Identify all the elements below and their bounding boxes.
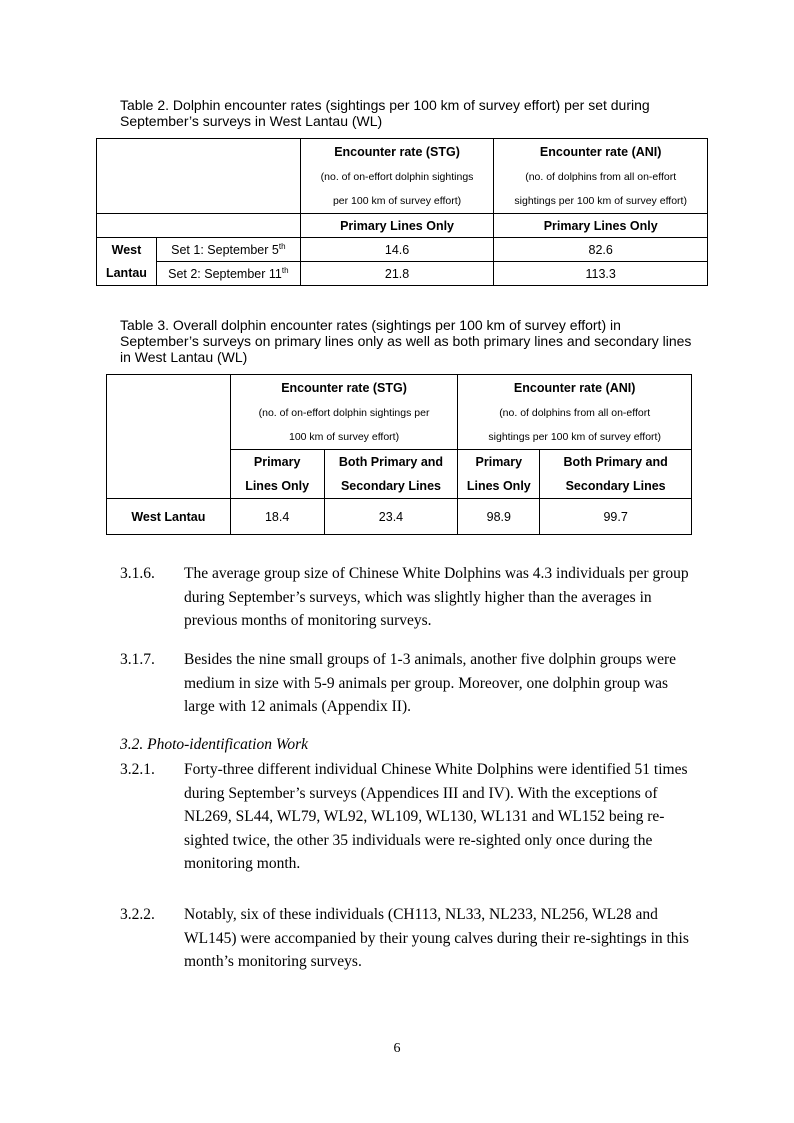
table3-ani-sub2: sightings per 100 km of survey effort)	[488, 431, 661, 443]
table2-set1-label	[156, 238, 300, 262]
table3-col-stg-primary-1: Primary	[253, 455, 301, 469]
table2-set2-ani: 113.3	[494, 262, 708, 286]
paragraph-number: 3.1.7.	[120, 651, 155, 668]
table2-stg-header-cell	[300, 139, 494, 214]
table3-col-ani-both-1: Both Primary and	[563, 455, 668, 469]
section-heading-3-2: 3.2. Photo-identification Work	[120, 736, 308, 753]
table2-set2-sup: th	[281, 265, 289, 275]
table2-primary-stg: Primary Lines Only	[300, 214, 494, 238]
table2-stg-sub2: per 100 km of survey effort)	[332, 195, 462, 207]
table3-col-stg-primary	[230, 450, 324, 499]
table3-ani-header: Encounter rate (ANI)	[513, 381, 636, 395]
table2	[96, 138, 708, 286]
table3-col-ani-both	[540, 450, 692, 499]
table2-area-line2: Lantau	[97, 262, 157, 286]
table2-ani-sub2: sightings per 100 km of survey effort)	[514, 195, 687, 207]
table3-stg-sub1: (no. of on-effort dolphin sightings per	[258, 407, 430, 419]
paragraph-3-2-1	[120, 758, 690, 876]
paragraph-3-2-2	[120, 903, 690, 974]
paragraph-3-1-6	[120, 562, 690, 633]
table2-ani-header-cell	[494, 139, 708, 214]
table3-col-ani-primary-2: Lines Only	[466, 479, 531, 493]
table3-caption: Table 3. Overall dolphin encounter rates (sightings per 100 km of survey effort) in September’s surveys on primary lines only as well as both primary lines and secondary lines in West Lantau (WL)	[120, 317, 692, 365]
table3-col-stg-both-1: Both Primary and	[338, 455, 444, 469]
table3-stg-primary-value: 18.4	[230, 499, 324, 535]
paragraph-text: Notably, six of these individuals (CH113, NL33, NL233, NL256, WL28 and WL145) were accompanied by their young calves during their re-sightings in this month’s monitoring surveys.	[184, 906, 689, 970]
table2-area-line1: West	[97, 238, 157, 262]
table2-empty-header	[97, 139, 301, 214]
table2-set2-text: Set 2: September 11	[168, 267, 282, 282]
paragraph-text: Besides the nine small groups of 1-3 animals, another five dolphin groups were medium in size with 5-9 animals per group. Moreover, one dolphin group was large with 12 animals (Appendix II).	[184, 651, 677, 715]
table3-col-ani-both-2: Secondary Lines	[565, 479, 666, 493]
table3-stg-sub2: 100 km of survey effort)	[288, 431, 400, 443]
paragraph-3-1-7	[120, 648, 690, 719]
table2-empty-subheader	[97, 214, 301, 238]
table2-stg-header: Encounter rate (STG)	[334, 145, 460, 159]
table3-ani-primary-value: 98.9	[458, 499, 540, 535]
page-number: 6	[393, 1041, 401, 1056]
table2-set1-text: Set 1: September 5	[171, 243, 279, 258]
table3-ani-header-cell	[458, 375, 692, 450]
table3-col-ani-primary	[458, 450, 540, 499]
table3-stg-header: Encounter rate (STG)	[281, 381, 407, 395]
table3-stg-header-cell	[230, 375, 458, 450]
paragraph-number: 3.2.1.	[120, 761, 155, 778]
table2-caption: Table 2. Dolphin encounter rates (sightings per 100 km of survey effort) per set during September’s surveys in West Lantau (WL)	[120, 97, 650, 129]
table3-ani-both-value: 99.7	[540, 499, 692, 535]
paragraph-number: 3.2.2.	[120, 906, 155, 923]
table3	[106, 374, 692, 535]
paragraph-text: The average group size of Chinese White Dolphins was 4.3 individuals per group during September’s surveys, which was slightly higher than the averages in previous months of monitoring surveys.	[184, 565, 689, 629]
table3-col-stg-both	[324, 450, 458, 499]
table3-col-stg-primary-2: Lines Only	[245, 479, 310, 493]
paragraph-number: 3.1.6.	[120, 565, 155, 582]
table3-ani-sub1: (no. of dolphins from all on-effort	[499, 407, 651, 419]
table3-col-stg-both-2: Secondary Lines	[340, 479, 441, 493]
table3-col-ani-primary-1: Primary	[475, 455, 523, 469]
table2-stg-sub1: (no. of on-effort dolphin sightings	[320, 171, 474, 183]
table2-set2-label	[156, 262, 300, 286]
table3-row-label: West Lantau	[107, 499, 231, 535]
table2-set1-sup: th	[278, 241, 286, 251]
table2-ani-sub1: (no. of dolphins from all on-effort	[525, 171, 677, 183]
table2-set1-stg: 14.6	[300, 238, 494, 262]
table2-set1-ani: 82.6	[494, 238, 708, 262]
table3-empty-header	[107, 375, 231, 499]
table2-set2-stg: 21.8	[300, 262, 494, 286]
table2-ani-header: Encounter rate (ANI)	[539, 145, 662, 159]
table3-stg-both-value: 23.4	[324, 499, 458, 535]
paragraph-text: Forty-three different individual Chinese White Dolphins were identified 51 times during September’s surveys (Appendices III and IV). With the exceptions of NL269, SL44, WL79, WL92, WL109, WL130, WL131 and WL152 being re-sighted twice, the other 35 individuals were re-sighted only once during the monitoring month.	[184, 761, 688, 872]
table2-primary-ani: Primary Lines Only	[494, 214, 708, 238]
